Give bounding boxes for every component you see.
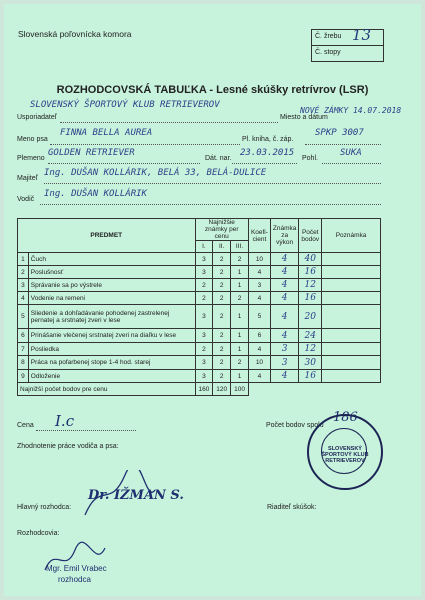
row-number: 5 [18, 305, 29, 329]
coefficient-cell: 4 [248, 343, 270, 356]
points-header: Počet bodov [299, 219, 322, 253]
table-row [18, 329, 381, 343]
studbook-line [305, 144, 381, 145]
draw-number-row [312, 26, 383, 46]
min-iii-cell: 2 [231, 253, 249, 266]
mark-cell: 4 [270, 253, 298, 266]
coefficient-cell: 10 [248, 253, 270, 266]
price-ii-header: II. [213, 241, 231, 253]
sex-line [322, 163, 381, 164]
judge-signature-scribble [40, 540, 110, 580]
min-i-cell: 3 [195, 253, 213, 266]
coefficient-cell: 5 [248, 305, 270, 329]
studbook-label: Pl. kniha, č. záp. [242, 136, 294, 143]
head-judge-signature: Dr. IŽMAN S. [88, 488, 184, 503]
table-row [18, 266, 381, 279]
head-judge-scribble [80, 470, 160, 520]
scoring-table [17, 218, 381, 396]
director-label: Riaditeľ skúšok: [267, 504, 317, 511]
mark-cell: 4 [270, 266, 298, 279]
judge-signature: Mgr. Emil Vrabec [46, 564, 107, 573]
subject-cell: Čuch [28, 253, 195, 266]
draw-number-value: 13 [352, 26, 372, 44]
mark-cell: 4 [270, 305, 298, 329]
price-label: Cena [17, 422, 34, 429]
evaluation-label: Zhodnotenie práce vodiča a psa: [17, 443, 119, 450]
points-cell: 24 [299, 329, 322, 343]
min-ii-cell: 2 [213, 253, 231, 266]
min-ii-cell: 2 [213, 343, 231, 356]
head-judge-label: Hlavný rozhodca: [17, 504, 72, 511]
price-value: I.c [55, 412, 75, 430]
row-number: 4 [18, 292, 29, 305]
min-ii-cell: 2 [213, 266, 231, 279]
row-number: 8 [18, 356, 29, 370]
min-i-cell: 3 [195, 305, 213, 329]
mark-cell: 4 [270, 292, 298, 305]
mark-cell: 4 [270, 370, 298, 383]
min-i-cell: 2 [195, 292, 213, 305]
points-cell: 30 [299, 356, 322, 370]
min-ii-cell: 2 [213, 305, 231, 329]
note-cell [322, 266, 381, 279]
note-cell [322, 292, 381, 305]
row-number: 7 [18, 343, 29, 356]
min-iii-cell: 2 [231, 356, 249, 370]
coefficient-header: Koefi-cient [248, 219, 270, 253]
note-cell [322, 253, 381, 266]
coefficient-cell: 10 [248, 356, 270, 370]
min-iii-cell: 1 [231, 329, 249, 343]
min-iii-cell: 2 [231, 292, 249, 305]
row-number: 6 [18, 329, 29, 343]
min-points-label: Najnižší počet bodov pre cenu [18, 383, 196, 396]
price-line [36, 430, 136, 431]
place-date-value: NOVÉ ZÁMKY 14.07.2018 [300, 106, 402, 115]
coefficient-cell: 6 [248, 329, 270, 343]
row-number: 1 [18, 253, 29, 266]
points-cell: 16 [299, 292, 322, 305]
dog-name-label: Meno psa [17, 136, 48, 143]
min-i-cell: 3 [195, 266, 213, 279]
price-i-header: I. [195, 241, 213, 253]
min-iii-cell: 1 [231, 279, 249, 292]
mark-cell: 3 [270, 356, 298, 370]
min-marks-header: Najnižšie známky per cenu [195, 219, 248, 241]
min-iii-cell: 1 [231, 370, 249, 383]
points-cell: 12 [299, 343, 322, 356]
note-cell [322, 329, 381, 343]
birth-value: 23.03.2015 [240, 148, 295, 158]
min-points-iii: 100 [231, 383, 249, 396]
min-iii-cell: 1 [231, 305, 249, 329]
track-number-label: Č. stopy [315, 49, 341, 56]
sex-value: SUKA [340, 148, 362, 158]
table-row [18, 343, 381, 356]
draw-boxes [311, 26, 384, 62]
total-label: Počet bodov spolu [266, 422, 324, 429]
subject-cell: Správanie sa po výstrele [28, 279, 195, 292]
breed-line [48, 163, 200, 164]
handler-value: Ing. DUŠAN KOLLÁRIK [44, 189, 147, 199]
min-iii-cell: 1 [231, 266, 249, 279]
min-i-cell: 3 [195, 356, 213, 370]
owner-line [44, 183, 381, 184]
stamp-text: SLOVENSKÝ ŠPORTOVÝ KLUB RETRIEVEROV [321, 446, 369, 464]
min-iii-cell: 1 [231, 343, 249, 356]
note-cell [322, 356, 381, 370]
organizer-label: Usporiadateľ [17, 114, 57, 121]
points-cell: 40 [299, 253, 322, 266]
table-row [18, 356, 381, 370]
subject-cell: Posliedka [28, 343, 195, 356]
place-date-label: Miesto a dátum [280, 114, 328, 121]
organizer-line [60, 122, 278, 123]
min-i-cell: 3 [195, 370, 213, 383]
subject-cell: Odloženie [28, 370, 195, 383]
table-row [18, 370, 381, 383]
note-cell [322, 279, 381, 292]
min-i-cell: 3 [195, 329, 213, 343]
note-cell [322, 305, 381, 329]
min-points-ii: 120 [213, 383, 231, 396]
min-ii-cell: 2 [213, 292, 231, 305]
subject-cell: Poslušnosť [28, 266, 195, 279]
min-i-cell: 2 [195, 279, 213, 292]
coefficient-cell: 4 [248, 266, 270, 279]
subject-cell: Prinášanie vlečenej srstnatej zveri na diaľku v lese [28, 329, 195, 343]
mark-header: Známka za výkon [270, 219, 298, 253]
points-cell: 20 [299, 305, 322, 329]
mark-cell: 4 [270, 329, 298, 343]
coefficient-cell: 3 [248, 279, 270, 292]
note-header: Poznámka [322, 219, 381, 253]
note-cell [322, 370, 381, 383]
organizer-value: SLOVENSKÝ ŠPORTOVÝ KLUB RETRIEVEROV [30, 100, 220, 110]
handler-line [40, 204, 381, 205]
track-number-row [312, 46, 383, 61]
min-ii-cell: 2 [213, 356, 231, 370]
table-row [18, 279, 381, 292]
sex-label: Pohl. [302, 155, 318, 162]
page-title: ROZHODCOVSKÁ TABUĽKA - Lesné skúšky retrívrov (LSR) [56, 84, 369, 96]
coefficient-cell: 4 [248, 292, 270, 305]
points-cell: 12 [299, 279, 322, 292]
draw-number-label: Č. žrebu [315, 33, 342, 40]
subject-cell: Vodenie na remeni [28, 292, 195, 305]
table-row [18, 292, 381, 305]
total-value: 186 [333, 410, 358, 425]
birth-label: Dát. nar. [205, 155, 232, 162]
birth-line [232, 163, 297, 164]
min-ii-cell: 2 [213, 329, 231, 343]
breed-label: Plemeno [17, 155, 45, 162]
subject-cell: Práca na pofarbenej stope 1-4 hod. starej [28, 356, 195, 370]
note-cell [322, 343, 381, 356]
points-cell: 16 [299, 266, 322, 279]
mark-cell: 4 [270, 279, 298, 292]
min-i-cell: 2 [195, 343, 213, 356]
handler-label: Vodič [17, 196, 35, 203]
min-ii-cell: 2 [213, 370, 231, 383]
row-number: 9 [18, 370, 29, 383]
studbook-value: SPKP 3007 [315, 128, 364, 138]
owner-value: Ing. DUŠAN KOLLÁRIK, BELÁ 33, BELÁ-DULICE [44, 168, 267, 178]
owner-label: Majiteľ [17, 175, 38, 182]
organization-name: Slovenská poľovnícka komora [18, 29, 132, 39]
price-iii-header: III. [231, 241, 249, 253]
subject-cell: Sliedenie a dohľadávanie pohodenej zastrelenej pernatej a srstnatej zveri v lese [28, 305, 195, 329]
row-number: 3 [18, 279, 29, 292]
judge-role: rozhodca [58, 575, 91, 584]
min-ii-cell: 2 [213, 279, 231, 292]
dog-name-line [50, 144, 240, 145]
club-stamp [307, 414, 383, 490]
min-points-i: 160 [195, 383, 213, 396]
dog-name-value: FINNA BELLA AUREA [60, 128, 153, 138]
table-row [18, 253, 381, 266]
judges-label: Rozhodcovia: [17, 530, 60, 537]
coefficient-cell: 4 [248, 370, 270, 383]
table-row [18, 305, 381, 329]
subject-header: PREDMET [18, 219, 196, 253]
breed-value: GOLDEN RETRIEVER [48, 148, 135, 158]
row-number: 2 [18, 266, 29, 279]
mark-cell: 3 [270, 343, 298, 356]
points-cell: 16 [299, 370, 322, 383]
